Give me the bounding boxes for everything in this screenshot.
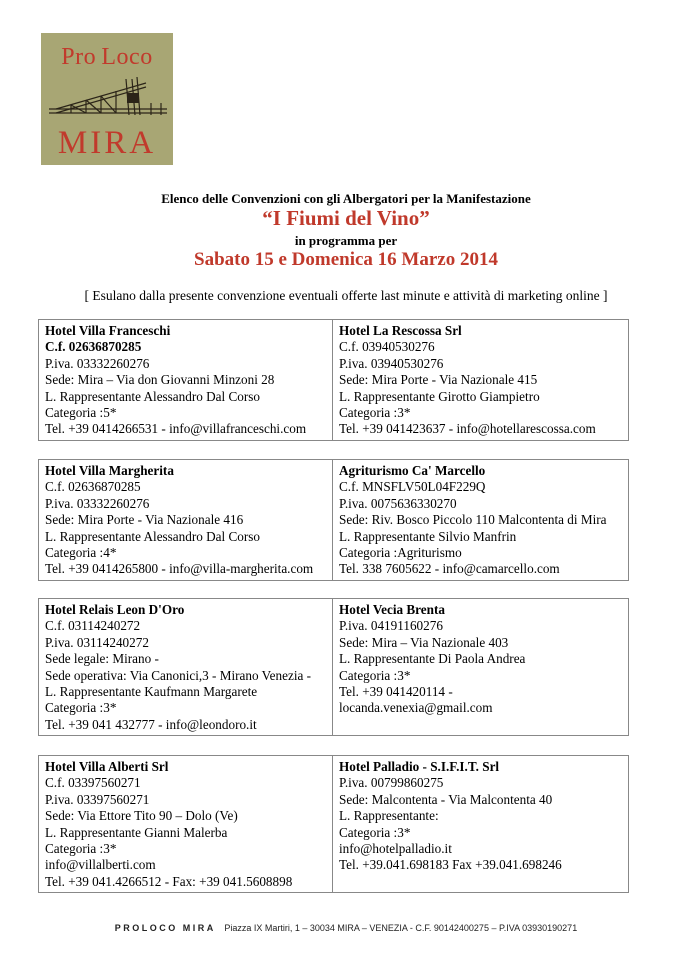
disclaimer-note: [ Esulano dalla presente convenzione eventuali offerte last minute e attività di marketing online ] bbox=[84, 288, 608, 303]
proloco-logo bbox=[41, 33, 173, 165]
table-row bbox=[39, 599, 629, 736]
hotel-detail-line: Categoria :3* bbox=[45, 841, 117, 857]
hotel-detail-line: Tel. 338 7605622 - info@camarcello.com bbox=[339, 561, 560, 577]
hotel-card bbox=[333, 460, 629, 581]
bridge-icon bbox=[41, 73, 173, 129]
logo-top-text: Pro Loco bbox=[61, 44, 153, 70]
hotel-detail-line: Tel. +39 041.4266512 - Fax: +39 041.5608898 bbox=[45, 873, 293, 889]
hotel-name: Hotel Villa Margherita bbox=[45, 463, 174, 478]
hotel-detail-line: L. Rappresentante Alessandro Dal Corso bbox=[45, 388, 260, 404]
hotel-detail-line: C.f. 03114240272 bbox=[45, 618, 141, 634]
hotel-detail-line: L. Rappresentante: bbox=[339, 808, 439, 824]
hotel-detail-line: Sede: Via Ettore Tito 90 – Dolo (Ve) bbox=[45, 808, 238, 824]
hotel-detail-line: P.iva. 03397560271 bbox=[45, 791, 150, 807]
hotel-detail-line: P.iva. 03332260276 bbox=[45, 495, 150, 511]
hotel-detail-line: Tel. +39 0414266531 - info@villafranceschi.com bbox=[45, 421, 307, 437]
event-title: “I Fiumi del Vino” bbox=[262, 206, 430, 230]
footer-address: Piazza IX Martiri, 1 – 30034 MIRA – VENEZIA - C.F. 90142400275 – P.IVA 03930190271 bbox=[224, 923, 578, 933]
hotel-detail-line: Sede operativa: Via Canonici,3 - Mirano Venezia - bbox=[45, 667, 312, 683]
hotel-card bbox=[39, 756, 333, 893]
hotel-detail-line: info@villalberti.com bbox=[45, 857, 156, 873]
hotel-detail-line: Categoria :5* bbox=[45, 405, 117, 421]
hotel-card bbox=[39, 320, 333, 441]
hotel-detail-line: Tel. +39 041420114 - bbox=[339, 684, 453, 700]
hotel-card bbox=[333, 599, 629, 736]
hotel-detail-line: Sede: Riv. Bosco Piccolo 110 Malcontenta di Mira bbox=[339, 512, 607, 528]
hotel-detail-line: Sede: Malcontenta - Via Malcontenta 40 bbox=[339, 791, 553, 807]
logo-bottom-text: MIRA bbox=[57, 125, 157, 161]
hotel-card bbox=[39, 460, 333, 581]
hotel-detail-line: L. Rappresentante Silvio Manfrin bbox=[339, 528, 517, 544]
hotel-name: Hotel Palladio - S.I.F.I.T. Srl bbox=[339, 759, 500, 774]
hotel-detail-line: Categoria :3* bbox=[339, 667, 411, 683]
hotel-detail-line: C.f. 03940530276 bbox=[339, 339, 435, 355]
hotel-table bbox=[38, 319, 629, 441]
hotel-name: Hotel Villa Franceschi bbox=[45, 323, 171, 338]
hotel-detail-line: L. Rappresentante Di Paola Andrea bbox=[339, 651, 526, 667]
hotel-card bbox=[333, 320, 629, 441]
hotel-detail-line: Categoria :3* bbox=[339, 405, 411, 421]
hotel-detail-line: P.iva. 04191160276 bbox=[339, 618, 443, 634]
hotel-detail-line: P.iva. 00799860275 bbox=[339, 775, 444, 791]
table-row bbox=[39, 460, 629, 581]
hotel-detail-line: Sede: Mira – Via Nazionale 403 bbox=[339, 634, 509, 650]
hotel-name: Hotel La Rescossa Srl bbox=[339, 323, 462, 338]
hotel-table bbox=[38, 755, 629, 893]
intro-line: Elenco delle Convenzioni con gli Albergatori per la Manifestazione bbox=[161, 191, 531, 206]
hotel-table bbox=[38, 459, 629, 581]
hotel-card bbox=[39, 599, 333, 736]
hotel-detail-line: L. Rappresentante Gianni Malerba bbox=[45, 824, 228, 840]
hotel-detail-line: Sede: Mira – Via don Giovanni Minzoni 28 bbox=[45, 372, 275, 388]
hotel-detail-line: Categoria :3* bbox=[339, 824, 411, 840]
hotel-detail-line: L. Rappresentante Kaufmann Margarete bbox=[45, 684, 258, 700]
hotel-name: Agriturismo Ca' Marcello bbox=[339, 463, 486, 478]
hotel-detail-line: Sede: Mira Porte - Via Nazionale 416 bbox=[45, 512, 244, 528]
hotel-detail-line: Tel. +39.041.698183 Fax +39.041.698246 bbox=[339, 857, 562, 873]
hotel-detail-line: C.f. MNSFLV50L04F229Q bbox=[339, 479, 486, 495]
hotel-detail-line: P.iva. 03940530276 bbox=[339, 355, 444, 371]
hotel-detail-line: C.f. 03397560271 bbox=[45, 775, 141, 791]
hotel-detail-line: L. Rappresentante Girotto Giampietro bbox=[339, 388, 540, 404]
hotel-detail-line: Tel. +39 0414265800 - info@villa-margherita.com bbox=[45, 561, 314, 577]
hotel-detail-line: P.iva. 03332260276 bbox=[45, 355, 150, 371]
hotel-name: Hotel Vecia Brenta bbox=[339, 602, 445, 617]
hotel-detail-line: Categoria :Agriturismo bbox=[339, 545, 462, 561]
hotel-detail-line: C.f. 02636870285 bbox=[45, 339, 142, 355]
hotel-detail-line: Categoria :4* bbox=[45, 545, 117, 561]
hotel-detail-line: Tel. +39 041423637 - info@hotellarescossa.com bbox=[339, 421, 596, 437]
hotel-name: Hotel Villa Alberti Srl bbox=[45, 759, 169, 774]
hotel-detail-line: Sede: Mira Porte - Via Nazionale 415 bbox=[339, 372, 538, 388]
hotel-card bbox=[333, 756, 629, 893]
programme-line: in programma per bbox=[294, 233, 398, 248]
hotel-detail-line: locanda.venexia@gmail.com bbox=[339, 700, 493, 716]
hotel-detail-line: L. Rappresentante Alessandro Dal Corso bbox=[45, 528, 260, 544]
event-dates: Sabato 15 e Domenica 16 Marzo 2014 bbox=[194, 249, 498, 270]
hotel-table bbox=[38, 598, 629, 736]
hotel-detail-line: info@hotelpalladio.it bbox=[339, 841, 452, 857]
hotel-detail-line: Sede legale: Mirano - bbox=[45, 651, 159, 667]
hotel-detail-line: Tel. +39 041 432777 - info@leondoro.it bbox=[45, 716, 257, 732]
hotel-name: Hotel Relais Leon D'Oro bbox=[45, 602, 185, 617]
table-row bbox=[39, 756, 629, 893]
footer-org: PROLOCO MIRA bbox=[114, 923, 216, 933]
hotel-detail-line: C.f. 02636870285 bbox=[45, 479, 141, 495]
hotel-detail-line: Categoria :3* bbox=[45, 700, 117, 716]
hotel-detail-line: P.iva. 03114240272 bbox=[45, 634, 149, 650]
table-row bbox=[39, 320, 629, 441]
footer bbox=[0, 923, 692, 933]
hotel-detail-line: P.iva. 0075636330270 bbox=[339, 495, 457, 511]
